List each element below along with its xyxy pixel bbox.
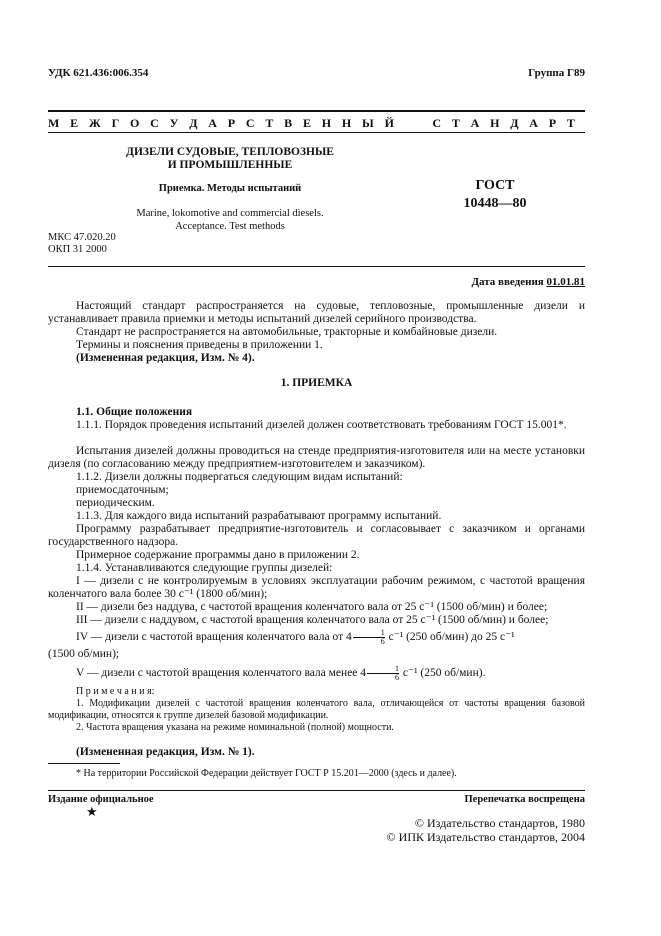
group-5-text-a: V — дизели с частотой вращения коленчатого вала менее 4	[76, 667, 367, 680]
fraction	[353, 629, 385, 646]
fraction	[367, 665, 399, 682]
fraction-numerator: 1	[367, 665, 399, 674]
section-heading: 1. ПРИЕМКА	[280, 377, 353, 389]
group-4-cont: (1500 об/мин);	[48, 648, 120, 660]
p-113b: Программу разрабатывает предприятие-изготовитель и согласовывает с заказчиком и органами государственного надзора.	[48, 523, 585, 548]
p-111b: Испытания дизелей должны проводиться на стенде предприятия-изготовителя или на месте установки дизеля (по согласованию между предприятием-изготовителем и заказчиком).	[48, 445, 585, 470]
group-2: II — дизели без наддува, с частотой вращения коленчатого вала от 25 с⁻¹ (1500 об/мин) и более;	[76, 601, 548, 613]
fraction-denominator: 6	[395, 673, 400, 682]
group-5-text-b: с⁻¹ (250 об/мин).	[402, 667, 486, 680]
gost-label: ГОСТ	[475, 178, 515, 193]
footer-rule	[48, 790, 585, 791]
p-112a: приемосдаточным;	[76, 484, 169, 496]
intro-date	[471, 276, 585, 288]
star-icon: ★	[86, 804, 98, 819]
copyright-1: © Издательство стандартов, 1980	[414, 816, 585, 830]
p-113: 1.1.3. Для каждого вида испытаний разрабатывают программу испытаний.	[76, 510, 442, 522]
okp-code: ОКП 31 2000	[48, 244, 107, 255]
gost-number: 10448—80	[463, 196, 527, 211]
note-2: 2. Частота вращения указана на режиме номинальной (полной) мощности.	[76, 722, 394, 733]
group-code: Группа Г89	[528, 67, 585, 79]
copyright-2: © ИПК Издательство стандартов, 2004	[386, 830, 585, 844]
intro-date-label: Дата введения	[471, 276, 544, 288]
group-5	[48, 665, 585, 682]
p-113c: Примерное содержание программы дано в приложении 2.	[76, 549, 360, 561]
group-1: I — дизели с не контролируемым в условиях эксплуатации рабочим режимом, с частотой вращения коленчатого вала более 30 с⁻¹ (1800 об/мин);	[48, 575, 585, 600]
changed-edition: (Измененная редакция, Изм. № 1).	[76, 746, 255, 758]
note-1: 1. Модификации дизелей с частотой вращения коленчатого вала, отличающейся от частоты вращения базовой модификации, относятся к группе дизелей базовой модификации.	[48, 698, 585, 721]
title-line-1: ДИЗЕЛИ СУДОВЫЕ, ТЕПЛОВОЗНЫЕ	[126, 146, 334, 158]
reprint-notice: Перепечатка воспрещена	[464, 794, 585, 805]
title-english-1: Marine, lokomotive and commercial diesels.	[136, 208, 324, 219]
fraction-denominator: 6	[380, 637, 385, 646]
top-rule-2	[48, 132, 585, 133]
official-edition: Издание официальное	[48, 794, 154, 805]
intro-p2: Стандарт не распространяется на автомобильные, тракторные и комбайновые дизели.	[76, 326, 498, 338]
group-3: III — дизели с наддувом, с частотой вращения коленчатого вала от 25 с⁻¹ (1500 об/мин) и более;	[76, 614, 549, 626]
title-line-2: И ПРОМЫШЛЕННЫЕ	[167, 159, 293, 171]
notes-title: П р и м е ч а н и я:	[76, 686, 155, 697]
intro-p1: Настоящий стандарт распространяется на судовые, тепловозные, промышленные дизели и устанавливает правила приемки и методы испытаний дизелей серийного производства.	[48, 300, 585, 325]
intro-p4: (Измененная редакция, Изм. № 4).	[76, 352, 255, 364]
footnote: * На территории Российской Федерации действует ГОСТ Р 15.201—2000 (здесь и далее).	[76, 768, 457, 779]
sub-heading: 1.1. Общие положения	[76, 406, 193, 418]
p-112: 1.1.2. Дизели должны подвергаться следующим видам испытаний:	[76, 471, 403, 483]
standard-type: М Е Ж Г О С У Д А Р С Т В Е Н Н Ы Й С Т А Н Д А Р Т	[48, 116, 579, 130]
fraction-numerator: 1	[353, 629, 385, 638]
title-english-2: Acceptance. Test methods	[175, 221, 285, 232]
group-4-text-a: IV — дизели с частотой вращения коленчатого вала от 4	[76, 631, 352, 644]
p-114: 1.1.4. Устанавливаются следующие группы дизелей:	[76, 562, 333, 574]
p-111: 1.1.1. Порядок проведения испытаний дизелей должен соответствовать требованиям ГОСТ 15.001*.	[76, 419, 567, 431]
udk-code: УДК 621.436:006.354	[48, 67, 149, 79]
footnote-rule	[48, 763, 120, 764]
title-subtitle: Приемка. Методы испытаний	[158, 183, 302, 194]
group-4-text-b: с⁻¹ (250 об/мин) до 25 с⁻¹	[388, 631, 515, 644]
top-rule	[48, 110, 585, 112]
p-112b: периодическим.	[76, 497, 155, 509]
group-4	[48, 629, 585, 646]
title-rule	[48, 266, 585, 267]
mks-code: МКС 47.020.20	[48, 232, 116, 243]
intro-p3: Термины и пояснения приведены в приложении 1.	[76, 339, 323, 351]
intro-date-value: 01.01.81	[546, 276, 585, 288]
